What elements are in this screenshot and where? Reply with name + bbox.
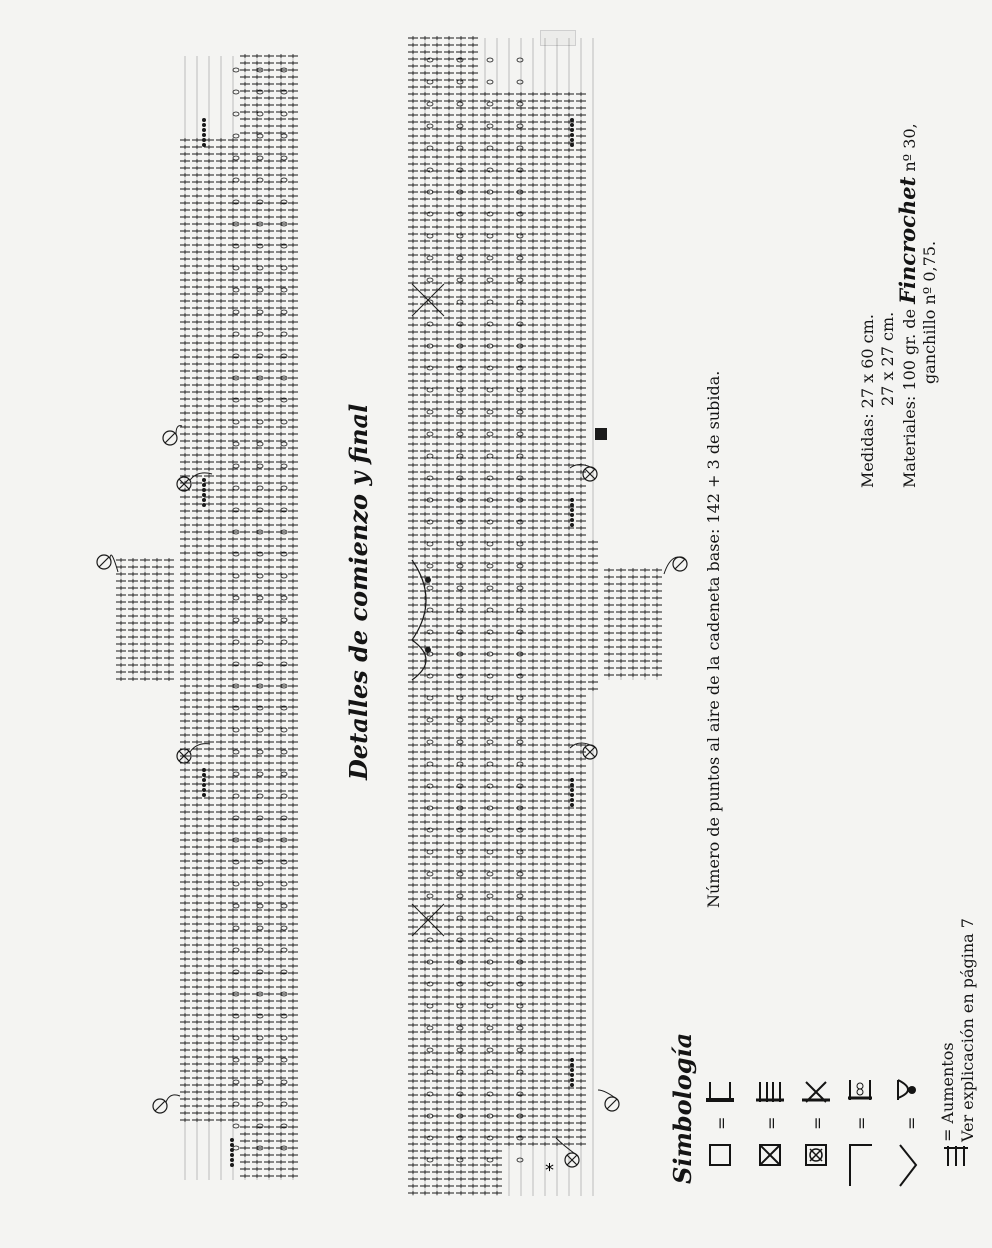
legend-triple-stitch-icon bbox=[944, 1146, 968, 1166]
legend-equals-2: = bbox=[762, 1116, 781, 1130]
legend-v-shape-icon bbox=[898, 1080, 916, 1186]
start-asterisk-icon: * bbox=[545, 1160, 554, 1181]
legend-equals-3: = bbox=[808, 1116, 827, 1130]
legend-equals-1: = bbox=[712, 1116, 731, 1130]
legend-title: Simbología bbox=[668, 1032, 697, 1184]
see-more-note: Ver explicación en página 7 bbox=[958, 918, 977, 1142]
legend-equals-4: = bbox=[852, 1116, 871, 1130]
diagram-title: Detalles de comienzo y final bbox=[344, 403, 373, 780]
top-chart-piece bbox=[116, 54, 298, 1180]
legend-symbols bbox=[706, 1080, 968, 1186]
legend-bracket-icon bbox=[848, 1080, 872, 1186]
base-chain-count: Número de puntos al aire de la cadeneta base: 142 + 3 de subida. bbox=[704, 370, 723, 908]
measurement-1: 27 x 60 cm. bbox=[858, 314, 877, 409]
legend-notes bbox=[938, 918, 978, 1142]
materials-quantity: 100 gr. de bbox=[900, 308, 919, 391]
materials-label: Materiales: bbox=[900, 395, 919, 488]
brand-name: Fincrochet bbox=[895, 176, 920, 304]
hook-size: ganchillo nº 0,75. bbox=[920, 240, 939, 384]
legend-symbol-equals: = bbox=[938, 1128, 957, 1142]
measurements-label: Medidas: bbox=[858, 413, 877, 488]
thread-number: nº 30, bbox=[900, 123, 919, 172]
increases-label: Aumentos bbox=[938, 1042, 957, 1124]
measurement-2: 27 x 27 cm. bbox=[878, 311, 897, 406]
legend-equals-5: = bbox=[902, 1116, 921, 1130]
bottom-chart-piece bbox=[408, 36, 662, 1196]
measurements-block bbox=[858, 123, 940, 488]
